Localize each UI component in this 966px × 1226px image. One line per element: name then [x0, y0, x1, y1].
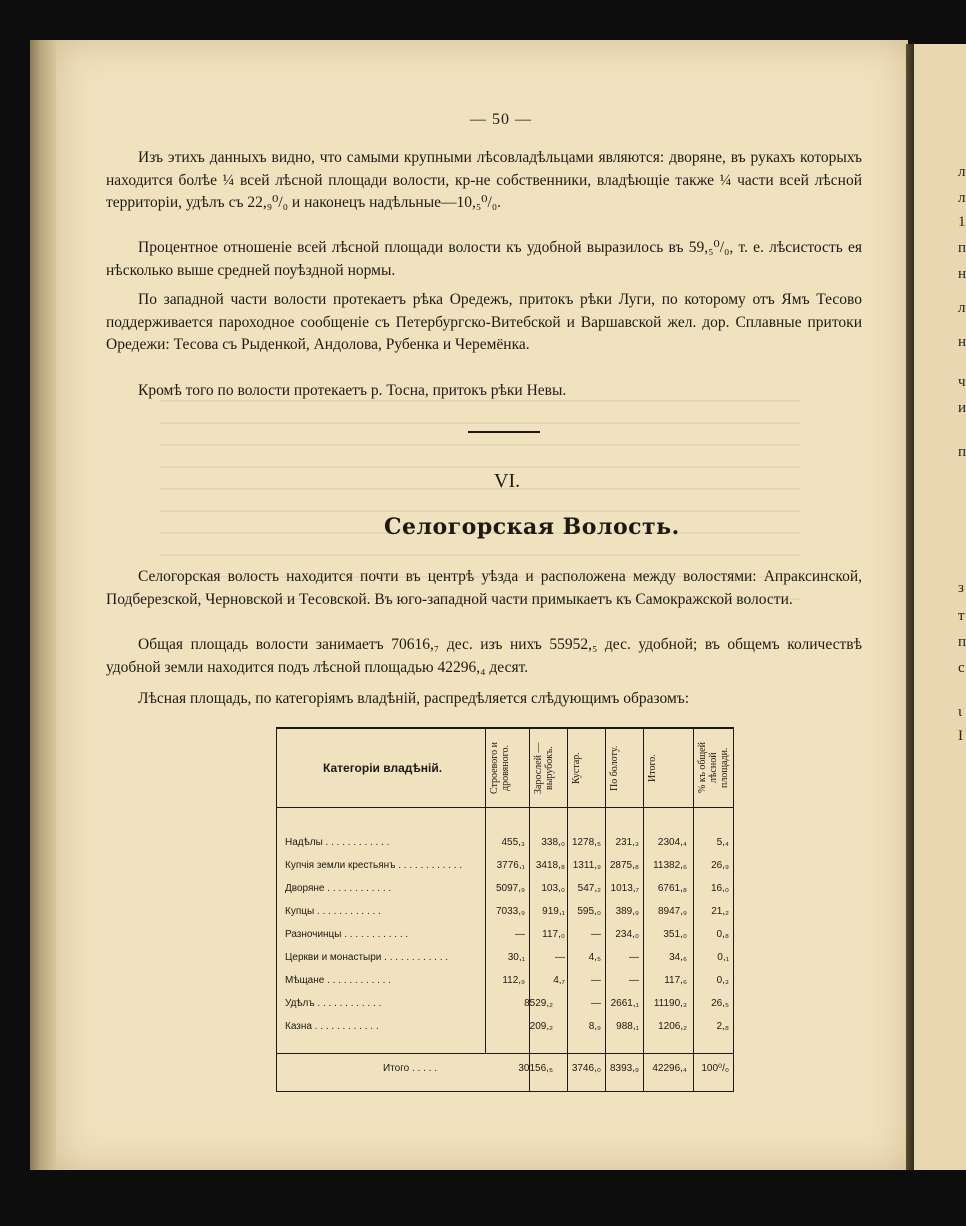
table-cell: 2304,₄: [657, 837, 687, 848]
table-cell: 117,₀: [542, 929, 565, 940]
table-cell: 8947,₉: [658, 906, 687, 917]
next-page-letter: л: [958, 190, 966, 206]
table-cell: —: [591, 998, 601, 1009]
table-cell: 16,₀: [710, 883, 729, 894]
section-number: VI.: [494, 470, 521, 492]
table-cell: 1278,₅: [571, 837, 601, 848]
row-label: Дворяне . . . . . . . . . . . .: [285, 883, 392, 894]
table-cell: 338,₀: [541, 837, 565, 848]
table-cell: 6761,₈: [657, 883, 687, 894]
table-cell: 3776,₁: [496, 860, 525, 871]
table-cell: 1311,₉: [572, 860, 601, 871]
column-header: По болоту.: [609, 745, 620, 791]
next-page-letter: п: [958, 240, 966, 256]
table-cell: 0,₈: [716, 929, 729, 940]
next-page-letter: ч: [958, 374, 966, 390]
next-page-letter: п: [958, 444, 966, 460]
next-page-letter: п: [958, 634, 966, 650]
table-cell: —: [591, 975, 601, 986]
paragraph-5: Селогорская волость находится почти въ центрѣ уѣзда и расположена между волостями: Апраксинской, Подберезской, Черновской и Тесовской. Въ юго-западной части примыкаетъ къ Самокражской волости.: [106, 568, 862, 608]
table-cell: 3418,₈: [535, 860, 565, 871]
table-cell: 455,₃: [501, 837, 525, 848]
row-label: Купцы . . . . . . . . . . . .: [285, 906, 381, 917]
table-row: [277, 833, 733, 855]
section-title: Селогорская Волость.: [384, 514, 680, 540]
table-cell: 21,₂: [711, 906, 729, 917]
row-label: Разночинцы . . . . . . . . . . . .: [285, 929, 409, 940]
table-cell: 919,₁: [542, 906, 565, 917]
column-header: Строевого и дровяного.: [489, 742, 511, 794]
table-cell: —: [629, 975, 639, 986]
total-cell: 100⁰/₀: [701, 1063, 729, 1074]
row-label: Мѣщане . . . . . . . . . . . .: [285, 975, 392, 986]
column-header: Кустар.: [571, 752, 582, 784]
next-page-letter: н: [958, 334, 966, 350]
next-page-letter: 1: [958, 214, 966, 230]
table-cell: 2,₈: [716, 1021, 729, 1032]
next-page-letter: з: [958, 580, 964, 596]
table-row: [277, 971, 733, 993]
table-cell: 4,₅: [588, 952, 601, 963]
page-edges: [30, 40, 56, 1170]
table-cell: 234,₀: [615, 929, 639, 940]
table-cell: —: [555, 952, 565, 963]
next-page-strip: [914, 44, 966, 1170]
table-cell: 7033,₉: [496, 906, 525, 917]
forest-area-table: [276, 727, 734, 1092]
table-cell: 0,₁: [717, 952, 729, 963]
table-cell: 547,₂: [577, 883, 601, 894]
paragraph-2: Процентное отношеніе всей лѣсной площади волости къ удобной выразилось въ 59,₅⁰/₀, т. е. лѣсистость ея нѣсколько выше средней поуѣздной нормы.: [106, 239, 862, 279]
table-row: [277, 856, 733, 878]
section-divider: [468, 431, 540, 433]
total-cell: 42296,₄: [652, 1063, 687, 1074]
total-cell: 3746,₀: [571, 1063, 601, 1074]
column-header: Итого.: [647, 754, 658, 782]
paragraph-1: Изъ этихъ данныхъ видно, что самыми крупными лѣсовладѣльцами являются: дворяне, въ рукахъ которыхъ находится болѣе ¼ всей лѣсной площади волости, кр-не собственники, владѣющіе также ¼ части всей лѣсной территоріи, удѣлъ съ 22,₉⁰/₀ и наконецъ надѣльные—10,₅⁰/₀.: [106, 149, 862, 211]
table-cell: 5097,₉: [496, 883, 525, 894]
table-cell: 1013,₇: [610, 883, 639, 894]
total-cell: 30156,₅: [518, 1063, 553, 1074]
page-number: — 50 —: [470, 111, 532, 128]
table-cell: 11190,₃: [653, 998, 687, 1009]
row-label: Купчія земли крестьянъ . . . . . . . . . . . .: [285, 860, 463, 871]
table-cell: 26,₅: [711, 998, 729, 1009]
total-label: Итого . . . . .: [383, 1063, 437, 1074]
paragraph-7: Лѣсная площадь, по категоріямъ владѣній, распредѣляется слѣдующимъ образомъ:: [138, 690, 690, 707]
table-row: [277, 879, 733, 901]
table-row: [277, 994, 733, 1016]
table-cell: 0,₃: [716, 975, 729, 986]
table-cell: 8,₉: [588, 1021, 601, 1032]
table-cell: 34,₆: [669, 952, 687, 963]
table-cell: 2661,₁: [610, 998, 639, 1009]
table-cell: —: [591, 929, 601, 940]
table-cell: 26,₉: [711, 860, 729, 871]
table-row: [277, 948, 733, 970]
table-cell: 2875,₈: [609, 860, 639, 871]
next-page-letter: т: [958, 608, 965, 624]
table-cell: 1206,₂: [658, 1021, 687, 1032]
next-page-letter: I: [958, 728, 963, 744]
next-page-letter: н: [958, 266, 966, 282]
table-cell: 8529,₂: [524, 998, 553, 1009]
total-divider: [277, 1053, 733, 1054]
next-page-letter: л: [958, 164, 966, 180]
table-cell: —: [629, 952, 639, 963]
total-cell: 8393,₉: [610, 1063, 639, 1074]
table-cell: 988,₁: [616, 1021, 639, 1032]
table-cell: 595,₀: [577, 906, 601, 917]
table-cell: 209,₂: [529, 1021, 553, 1032]
row-label: Удѣлъ . . . . . . . . . . . .: [285, 998, 382, 1009]
next-page-letter: и: [958, 400, 966, 416]
table-cell: 351,₀: [663, 929, 687, 940]
next-page-letter: с: [958, 660, 965, 676]
paragraph-3: По западной части волости протекаетъ рѣка Оредежъ, притокъ рѣки Луги, по которому отъ Ямъ Тесово поддерживается пароходное сообщеніе съ Петербургско-Витебской и Варшавской жел. дор. Сплавные притоки Оредежи: Тесова съ Рыденкой, Андолова, Рубенка и Черемёнка.: [106, 291, 862, 353]
row-label: Казна . . . . . . . . . . . .: [285, 1021, 379, 1032]
table-row: [277, 1017, 733, 1039]
table-cell: —: [515, 929, 525, 940]
next-page-letter: л: [958, 300, 966, 316]
table-cell: 4,₇: [553, 975, 565, 986]
table-cell: 112,₉: [502, 975, 525, 986]
table-cell: 103,₀: [541, 883, 565, 894]
paragraph-4: Кромѣ того по волости протекаетъ р. Тосна, притокъ рѣки Невы.: [138, 382, 567, 399]
column-header: % къ общей лѣсной площади.: [697, 742, 730, 794]
table-row: [277, 925, 733, 947]
next-page-letter: ι: [958, 704, 963, 720]
table-cell: 389,₉: [615, 906, 639, 917]
table-cell: 5,₄: [716, 837, 729, 848]
table-cell: 11382,₆: [653, 860, 687, 871]
table-row: [277, 902, 733, 924]
row-label: Надѣлы . . . . . . . . . . . .: [285, 837, 390, 848]
category-header: Категоріи владѣній.: [323, 761, 443, 775]
table-cell: 231,₃: [615, 837, 639, 848]
header-divider: [277, 807, 733, 808]
paragraph-6: Общая площадь волости занимаетъ 70616,₇ дес. изъ нихъ 55952,₅ дес. удобной; въ общемъ количествѣ удобной земли находится подъ лѣсной площадью 42296,₄ десят.: [106, 636, 862, 676]
row-label: Церкви и монастыри . . . . . . . . . . . .: [285, 952, 449, 963]
column-header: Зарослей — вырубокъ.: [533, 742, 555, 794]
table-cell: 117,₆: [664, 975, 687, 986]
table-cell: 30,₁: [507, 952, 525, 963]
